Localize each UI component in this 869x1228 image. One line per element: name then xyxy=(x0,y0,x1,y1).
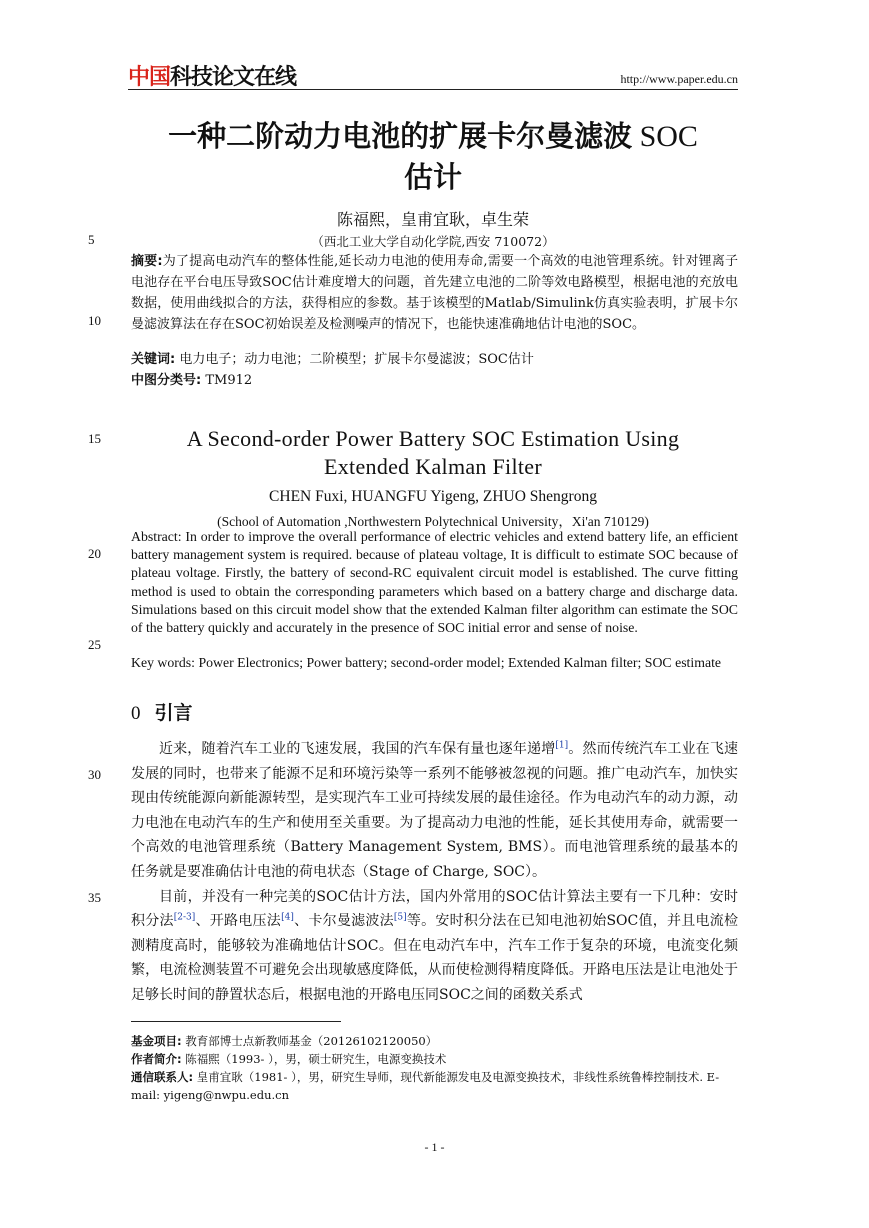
authors-cn: 陈福熙，皇甫宜耿，卓生荣 xyxy=(336,210,529,229)
fund-label: 基金项目: xyxy=(131,1034,182,1048)
classification-label: 中图分类号: xyxy=(131,373,202,388)
header-url[interactable]: http://www.paper.edu.cn xyxy=(620,72,738,86)
p2-text-a: 目前，并没有一种完美的SOC估计方法，国内外常用的SOC估计算法主要有一下几种：安时积分法 xyxy=(131,888,738,930)
title-cn-line1: 一种二阶动力电池的扩展卡尔曼滤波 xyxy=(168,119,633,153)
paragraph-2 xyxy=(131,885,738,1008)
keywords-cn-label: 关键词: xyxy=(131,352,176,367)
abstract-cn-text: 为了提高电动汽车的整体性能,延长动力电池的使用寿命,需要一个高效的电池管理系统。针对锂离子电池存在平台电压导致SOC估计难度增大的问题，首先建立电池的二阶等效电路模型，根据电池的充放电数据，使用曲线拟合的方法，获得相应的参数。基于该模型的Matlab/Simulink仿真实验表明，扩展卡尔曼滤波算法在存在SOC初始误差及检测噪声的情况下，也能快速准确地估计电池的SOC。 xyxy=(131,254,738,332)
p2-text-d: 等。安时积分法在已知电池初始SOC值，并且电流检测精度高时，能够较为准确地估计SOC。但在电动汽车中，汽车工作于复杂的环境，电流变化频繁，电流检测装置不可避免会出现敏感度降低，从而使检测得精度降低。开路电压法是让电池处于足够长时间的静置状态后，根据电池的开路电压同SOC之间的函数关系式 xyxy=(131,913,739,1003)
title-en-line2: Extended Kalman Filter xyxy=(324,454,542,479)
section-number: 0 xyxy=(131,703,141,724)
paragraph-1 xyxy=(131,737,738,885)
footnote-fund xyxy=(131,1032,738,1050)
footnote-correspondence xyxy=(131,1068,738,1104)
citation-4[interactable]: [4] xyxy=(281,912,294,923)
abstract-en: Abstract: In order to improve the overall performance of electric vehicles and extend battery life, an efficient battery management system is required. because of plateau voltage, It is difficult to estimate SOC because of plateau voltage. Firstly, the battery of second-RC equivalent circuit model is established. The curve fitting method is used to obtain the corresponding parameters which based on a battery charge and discharge data. Simulations based on this circuit model show that the extended Kalman filter algorithm can estimate the SOC of the battery quickly and accurately in the presence of SOC initial error and sense of noise. xyxy=(131,529,738,636)
section-title: 引言 xyxy=(154,702,193,724)
line-number-25: 25 xyxy=(88,637,101,652)
title-cn-line2: 估计 xyxy=(403,160,462,194)
abstract-cn xyxy=(131,251,738,335)
section-heading xyxy=(131,698,193,725)
body-text xyxy=(131,737,738,1008)
line-number-10: 10 xyxy=(88,313,101,328)
p2-text-b: 、开路电压法 xyxy=(195,913,282,930)
header-divider xyxy=(128,89,738,90)
author-label: 作者简介: xyxy=(131,1052,182,1066)
title-en xyxy=(128,425,738,481)
footnotes xyxy=(131,1032,738,1104)
citation-1[interactable]: [1] xyxy=(555,740,569,751)
title-cn xyxy=(128,116,738,197)
title-cn-soc: SOC xyxy=(632,120,698,153)
classification-cn xyxy=(131,370,738,391)
authors-en: CHEN Fuxi, HUANGFU Yigeng, ZHUO Shengrong xyxy=(269,488,597,505)
line-number-35: 35 xyxy=(88,890,101,905)
keywords-cn xyxy=(131,349,738,370)
abstract-cn-label: 摘要: xyxy=(131,254,163,269)
affiliation-en: (School of Automation ,Northwestern Polytechnical University，Xi'an 710129) xyxy=(217,514,649,529)
affiliation-cn: （西北工业大学自动化学院,西安 710072） xyxy=(311,234,555,249)
correspondence-text: 皇甫宜耿（1981- ），男，研究生导师，现代新能源发电及电源变换技术，非线性系统鲁棒控制技术. E-mail: yigeng@nwpu.edu.cn xyxy=(131,1070,720,1102)
correspondence-label: 通信联系人: xyxy=(131,1070,194,1084)
line-number-15: 15 xyxy=(88,431,101,446)
footnote-author xyxy=(131,1050,738,1068)
logo-part-red: 中国 xyxy=(128,65,171,90)
author-text: 陈福熙（1993- ），男，硕士研究生，电源变换技术 xyxy=(181,1052,447,1066)
p1-text-b: 。然而传统汽车工业在飞速发展的同时，也带来了能源不足和环境污染等一系列不能够被忽视的问题。推广电动汽车，加快实现由传统能源向新能源转型，是实现汽车工业可持续发展的最佳途径。作为电动汽车的动力源，动力电池在电动汽车的生产和使用至关重要。为了提高动力电池的性能，延长其使用寿命，就需要一个高效的电池管理系统（Battery Management System, BMS）。而电池管理系统的最基本的任务就是要准确估计电池的荷电状态（Stage of Charge, SOC）。 xyxy=(131,741,738,880)
logo-part-black: 科技论文在线 xyxy=(170,65,297,90)
classification-text: TM912 xyxy=(201,373,253,388)
citation-5[interactable]: [5] xyxy=(393,912,407,923)
keywords-cn-text: 电力电子；动力电池；二阶模型；扩展卡尔曼滤波；SOC估计 xyxy=(175,352,534,367)
line-number-30: 30 xyxy=(88,767,101,782)
page-number: - 1 - xyxy=(424,1140,445,1154)
p2-text-c: 、卡尔曼滤波法 xyxy=(293,913,394,930)
keywords-en: Key words: Power Electronics; Power battery; second-order model; Extended Kalman filter; SOC estimate xyxy=(131,655,722,670)
line-number-5: 5 xyxy=(88,232,95,247)
site-logo xyxy=(128,60,296,91)
p1-text-a: 近来，随着汽车工业的飞速发展，我国的汽车保有量也逐年递增 xyxy=(159,741,556,757)
line-number-20: 20 xyxy=(88,546,101,561)
title-en-line1: A Second-order Power Battery SOC Estimation Using xyxy=(186,426,680,451)
footnote-divider xyxy=(131,1021,341,1022)
citation-2-3[interactable]: [2-3] xyxy=(173,912,196,923)
fund-text: 教育部博士点新教师基金（20126102120050） xyxy=(181,1034,438,1048)
